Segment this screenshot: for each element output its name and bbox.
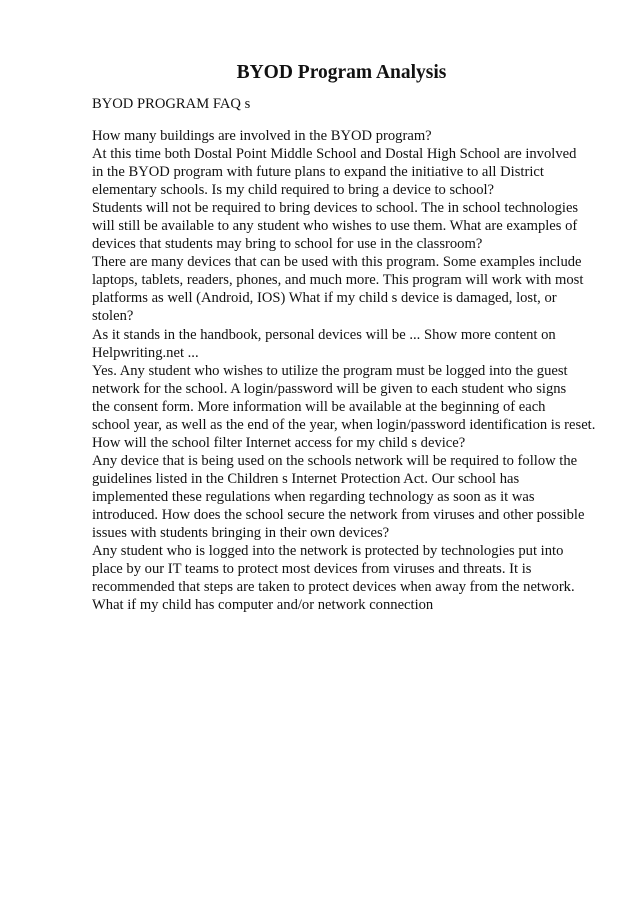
body-text-line: Helpwriting.net ... bbox=[92, 344, 199, 361]
body-text-line: issues with students bringing in their own devices? bbox=[92, 525, 390, 542]
body-text-line: introduced. How does the school secure the network from viruses and other possible bbox=[92, 506, 585, 523]
body-text-line: implemented these regulations when regarding technology as soon as it was bbox=[92, 488, 535, 505]
body-text-line: There are many devices that can be used with this program. Some examples include bbox=[92, 254, 582, 271]
body-text-line: laptops, tablets, readers, phones, and much more. This program will work with most bbox=[92, 272, 584, 289]
body-text-line: will still be available to any student who wishes to use them. What are examples of bbox=[92, 218, 578, 235]
body-text-line: platforms as well (Android, IOS) What if my child s device is damaged, lost, or bbox=[92, 290, 557, 307]
body-text-line: the consent form. More information will be available at the beginning of each bbox=[92, 398, 546, 415]
document-title: BYOD Program Analysis bbox=[236, 62, 447, 83]
body-text-line: Yes. Any student who wishes to utilize the program must be logged into the guest bbox=[92, 362, 568, 379]
body-text-line: network for the school. A login/password will be given to each student who signs bbox=[92, 380, 567, 397]
body-text-line: guidelines listed in the Children s Internet Protection Act. Our school has bbox=[92, 470, 520, 487]
body-text-line: At this time both Dostal Point Middle School and Dostal High School are involved bbox=[92, 146, 577, 163]
body-text-line: Students will not be required to bring devices to school. The in school technologies bbox=[92, 200, 579, 217]
body-text-line: recommended that steps are taken to protect devices when away from the network. bbox=[92, 579, 575, 596]
body-text-line: elementary schools. Is my child required to bring a device to school? bbox=[92, 182, 495, 199]
body-text-line: How will the school filter Internet access for my child s device? bbox=[92, 434, 466, 451]
body-text-line: How many buildings are involved in the BYOD program? bbox=[92, 128, 432, 144]
body-text-line: in the BYOD program with future plans to expand the initiative to all District bbox=[92, 164, 544, 181]
body-text-line: As it stands in the handbook, personal devices will be ... Show more content on bbox=[92, 326, 556, 343]
document-body bbox=[92, 127, 612, 614]
body-text-line: Any student who is logged into the network is protected by technologies put into bbox=[92, 543, 564, 560]
body-text-line: stolen? bbox=[92, 308, 134, 325]
body-text-line: place by our IT teams to protect most devices from viruses and threats. It is bbox=[92, 561, 532, 578]
body-text-line: Any device that is being used on the schools network will be required to follow the bbox=[92, 452, 578, 469]
body-text-line: school year, as well as the end of the year, when login/password identification is reset. bbox=[92, 416, 596, 433]
document-subtitle: BYOD PROGRAM FAQ s bbox=[92, 96, 251, 112]
body-text-line: devices that students may bring to school for use in the classroom? bbox=[92, 236, 483, 253]
body-text-line: What if my child has computer and/or network connection bbox=[92, 597, 434, 614]
